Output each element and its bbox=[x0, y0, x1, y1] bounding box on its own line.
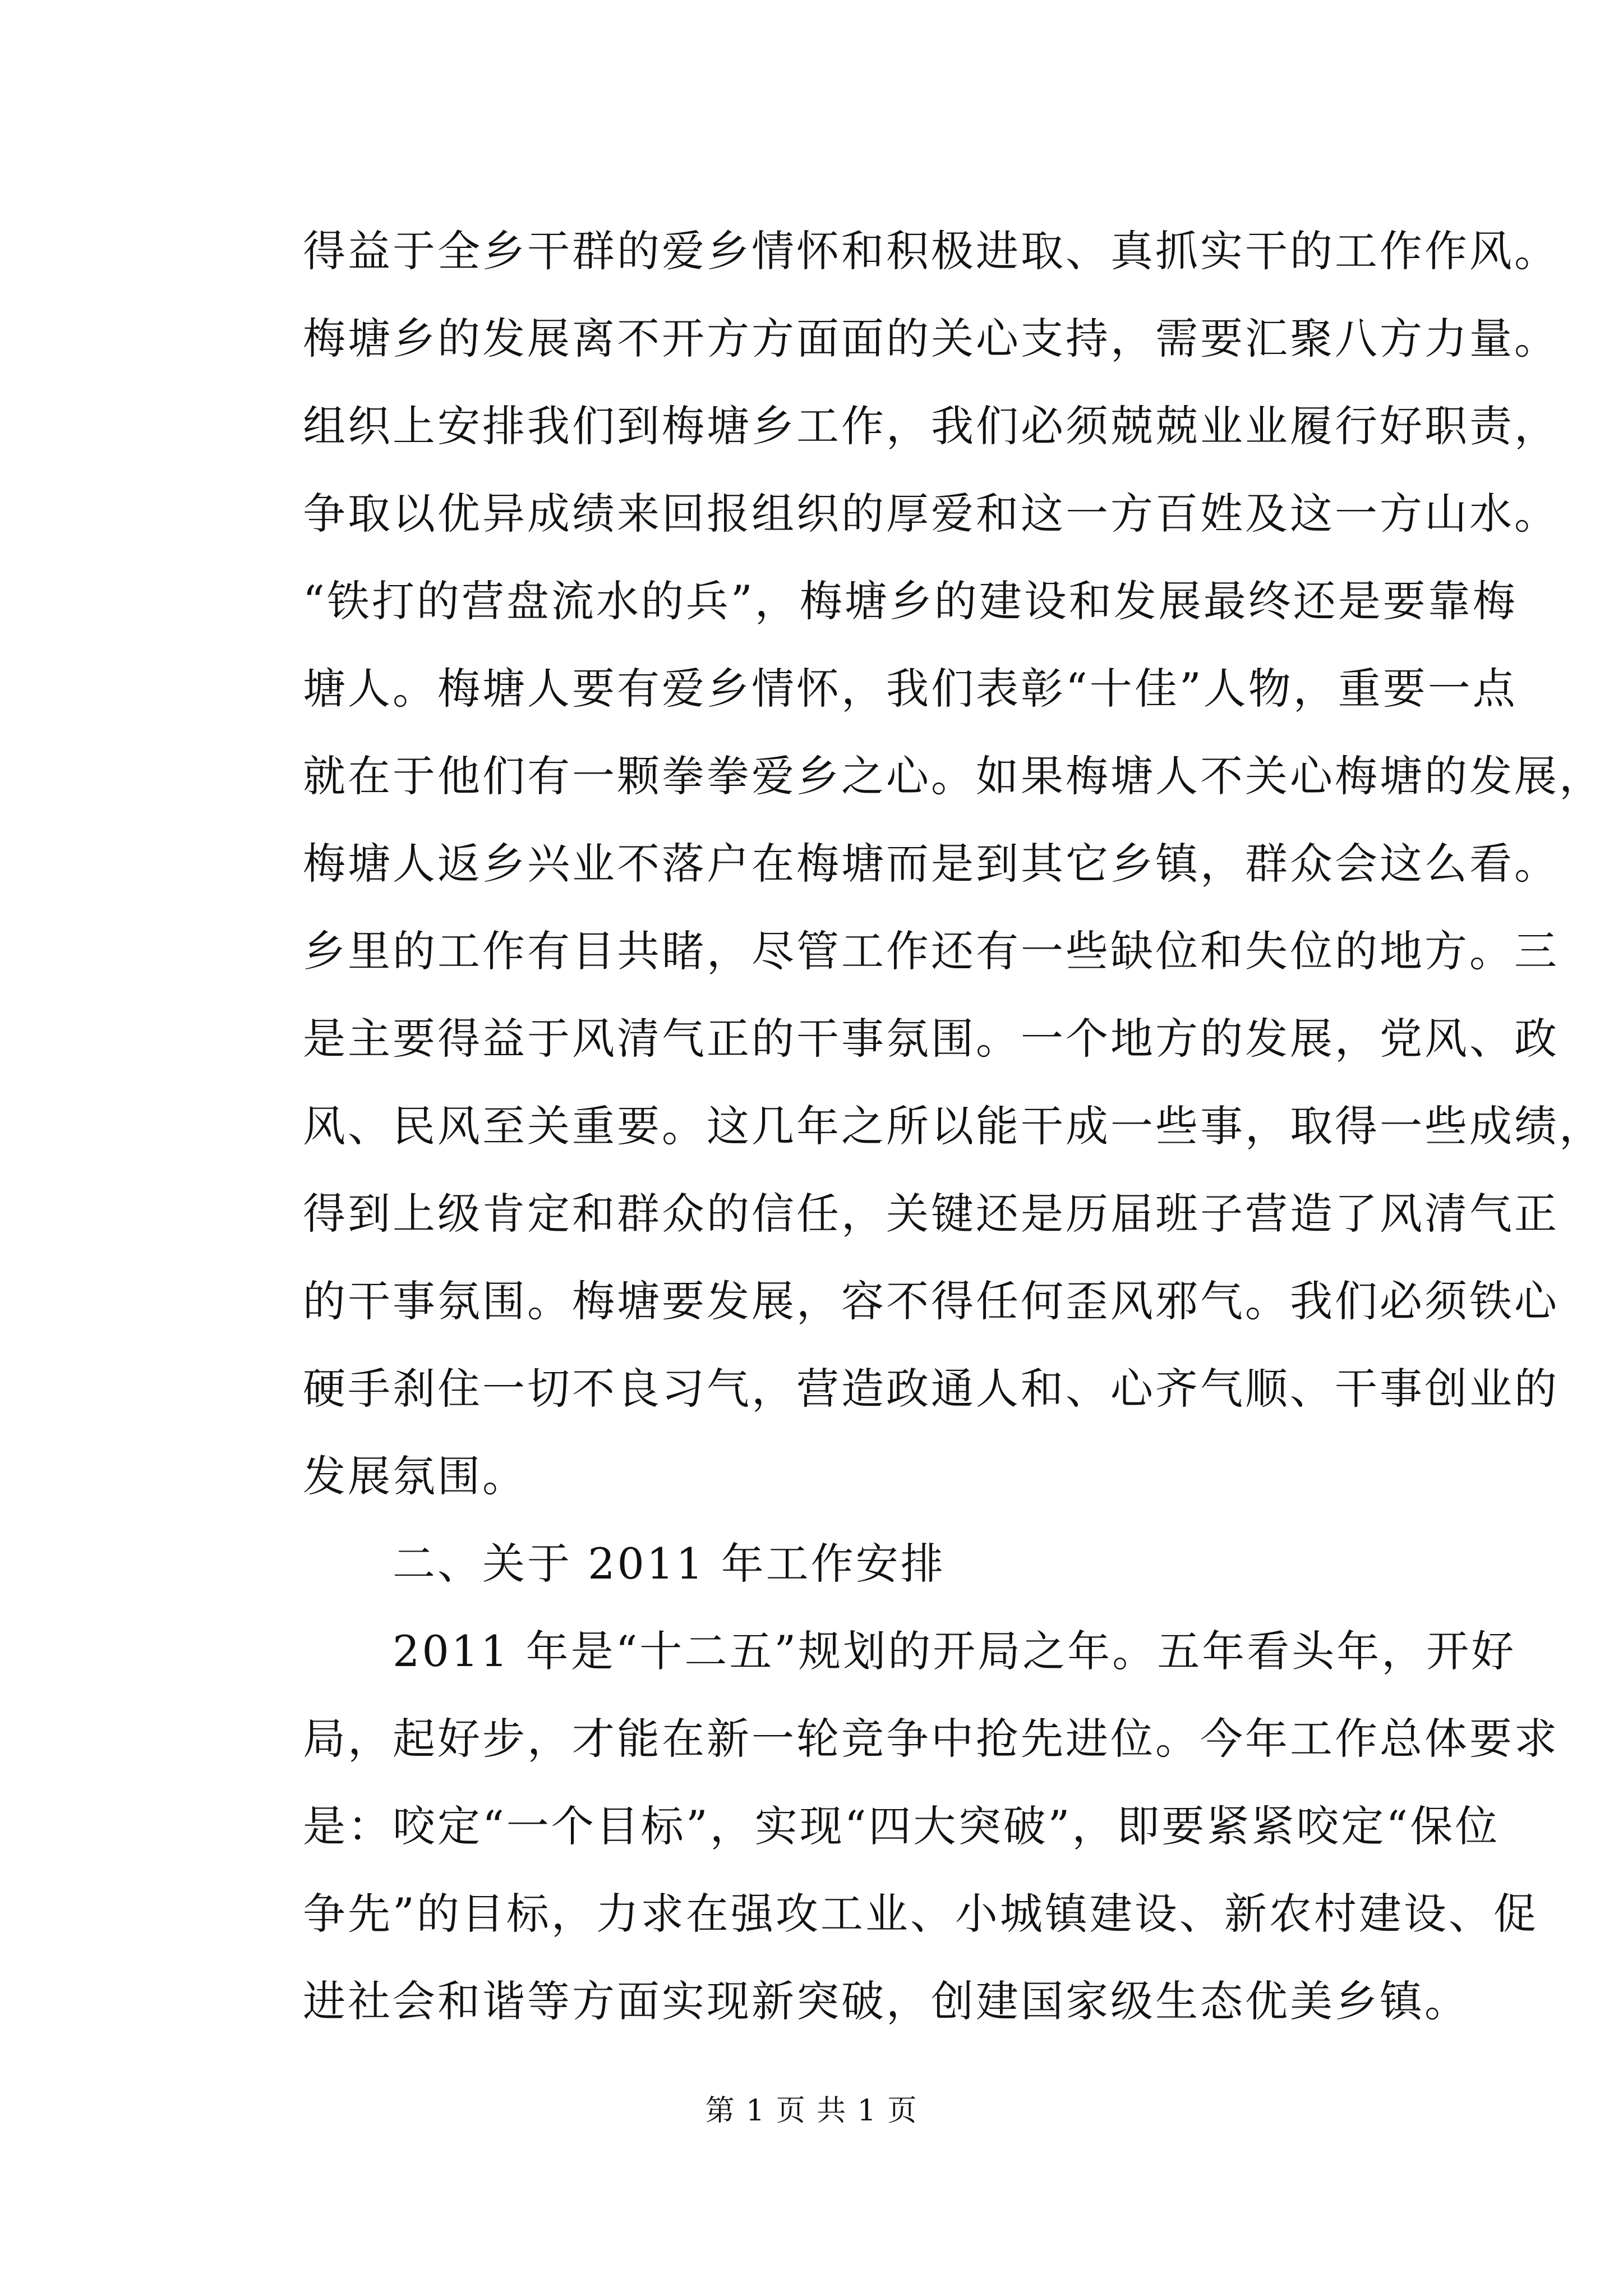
text-line: 2011 年是“十二五”规划的开局之年。五年看头年，开好 bbox=[393, 1626, 1516, 1676]
text-line: 梅塘人返乡兴业不落户在梅塘而是到其它乡镇，群众会这么看。 bbox=[303, 839, 1559, 889]
paragraph-2 bbox=[303, 1608, 1559, 2045]
paragraph-1 bbox=[303, 208, 1604, 1520]
text-line: 发展氛围。 bbox=[303, 1451, 527, 1501]
text-line: 争取以优异成绩来回报组织的厚爱和这一方百姓及这一方山水。 bbox=[303, 489, 1559, 539]
text-line: 局，起好步，才能在新一轮竞争中抢先进位。今年工作总体要求 bbox=[303, 1714, 1559, 1764]
text-line: 是主要得益于风清气正的干事氛围。一个地方的发展，党风、政 bbox=[303, 1014, 1559, 1064]
section-heading: 二、关于 2011 年工作安排 bbox=[393, 1539, 946, 1589]
text-line: 争先”的目标，力求在强攻工业、小城镇建设、新农村建设、促 bbox=[303, 1889, 1538, 1939]
text-line: 是：咬定“一个目标”，实现“四大突破”，即要紧紧咬定“保位 bbox=[303, 1801, 1500, 1851]
text-line: 组织上安排我们到梅塘乡工作，我们必须兢兢业业履行好职责， bbox=[303, 401, 1559, 451]
text-line: 梅塘乡的发展离不开方方面面的关心支持，需要汇聚八方力量。 bbox=[303, 314, 1559, 364]
text-line: “铁打的营盘流水的兵”，梅塘乡的建设和发展最终还是要靠梅 bbox=[303, 576, 1518, 626]
page-footer: 第 1 页 共 1 页 bbox=[705, 2094, 918, 2128]
text-line: 得益于全乡干群的爱乡情怀和积极进取、真抓实干的工作作风。 bbox=[303, 226, 1559, 276]
text-line: 进社会和谐等方面实现新突破，创建国家级生态优美乡镇。 bbox=[303, 1976, 1469, 2026]
text-line: 硬手刹住一切不良习气，营造政通人和、心齐气顺、干事创业的 bbox=[303, 1364, 1559, 1414]
text-line: 塘人。梅塘人要有爱乡情怀，我们表彰“十佳”人物，重要一点 bbox=[303, 664, 1518, 714]
text-line: 得到上级肯定和群众的信任，关键还是历届班子营造了风清气正 bbox=[303, 1189, 1559, 1239]
document-body bbox=[303, 208, 1604, 2045]
text-line: 就在于他们有一颗拳拳爱乡之心。如果梅塘人不关心梅塘的发展， bbox=[303, 751, 1604, 801]
text-line: 乡里的工作有目共睹，尽管工作还有一些缺位和失位的地方。三 bbox=[303, 926, 1559, 976]
text-line: 风、民风至关重要。这几年之所以能干成一些事，取得一些成绩， bbox=[303, 1101, 1604, 1151]
text-line: 的干事氛围。梅塘要发展，容不得任何歪风邪气。我们必须铁心 bbox=[303, 1276, 1559, 1326]
